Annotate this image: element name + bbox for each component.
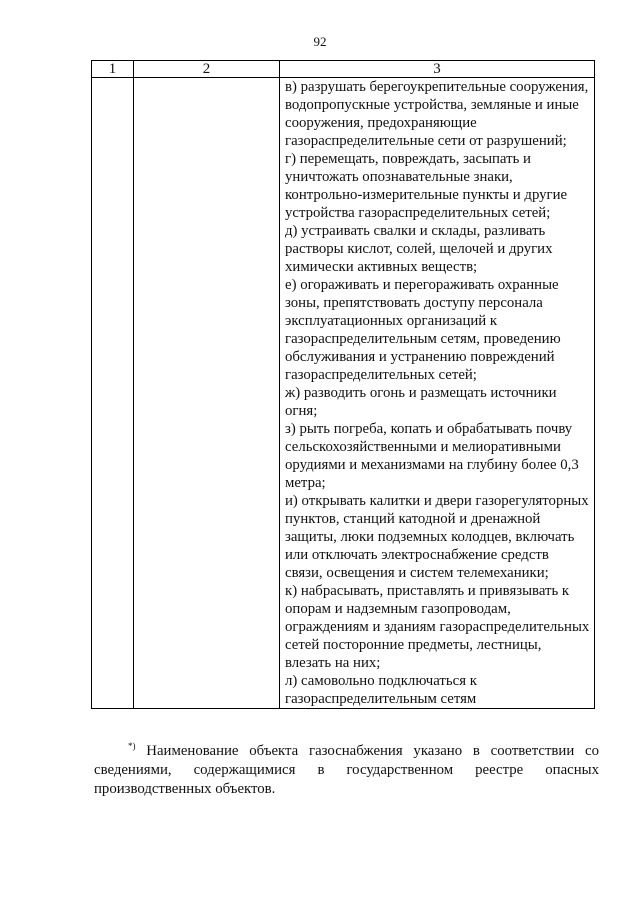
cell-col-3 [280, 78, 595, 709]
footnote [94, 742, 599, 799]
table-row [92, 78, 595, 709]
list-item: д) устраивать свалки и склады, разливать растворы кислот, солей, щелочей и других химически активных веществ; [285, 223, 553, 275]
prohibitions-list [280, 78, 594, 708]
table-header-row [92, 61, 595, 78]
list-item: е) огораживать и перегораживать охранные зоны, препятствовать доступу персонала эксплуатационных организаций к газораспределительным сетям, проведению обслуживания и устранению повреждений газораспределительных сетей; [285, 277, 561, 383]
list-item: л) самовольно подключаться к газораспределительным сетям [285, 673, 477, 707]
list-item: к) набрасывать, приставлять и привязывать к опорам и надземным газопроводам, ограждениям и зданиям газораспределительных сетей посторонние предметы, лестницы, влезать на них; [285, 583, 590, 671]
list-item: ж) разводить огонь и размещать источники огня; [285, 385, 557, 419]
footnote-text: Наименование объекта газоснабжения указано в соответствии со сведениями, содержащимися в государственном реестре опасных производственных объектов. [94, 743, 600, 797]
list-item: г) перемещать, повреждать, засыпать и уничтожать опознавательные знаки, контрольно-измерительные пункты и другие устройства газораспределительных сетей; [285, 151, 568, 221]
column-header-2: 2 [134, 61, 280, 78]
requirements-table [91, 60, 595, 709]
column-header-3: 3 [280, 61, 595, 78]
column-header-1: 1 [92, 61, 134, 78]
list-item: з) рыть погреба, копать и обрабатывать почву сельскохозяйственными и мелиоративными орудиями и механизмами на глубину более 0,3 метра; [285, 421, 579, 491]
list-item: и) открывать калитки и двери газорегуляторных пунктов, станций катодной и дренажной защиты, люки подземных колодцев, включать или отключать электроснабжение средств связи, освещения и систем телемеханики; [285, 493, 589, 581]
cell-col-1 [92, 78, 134, 709]
cell-col-2 [134, 78, 280, 709]
page-number: 92 [313, 34, 327, 49]
footnote-marker: *) [128, 741, 136, 751]
list-item: в) разрушать берегоукрепительные сооружения, водопропускные устройства, земляные и иные сооружения, предохраняющие газораспределительные сети от разрушений; [285, 79, 589, 149]
